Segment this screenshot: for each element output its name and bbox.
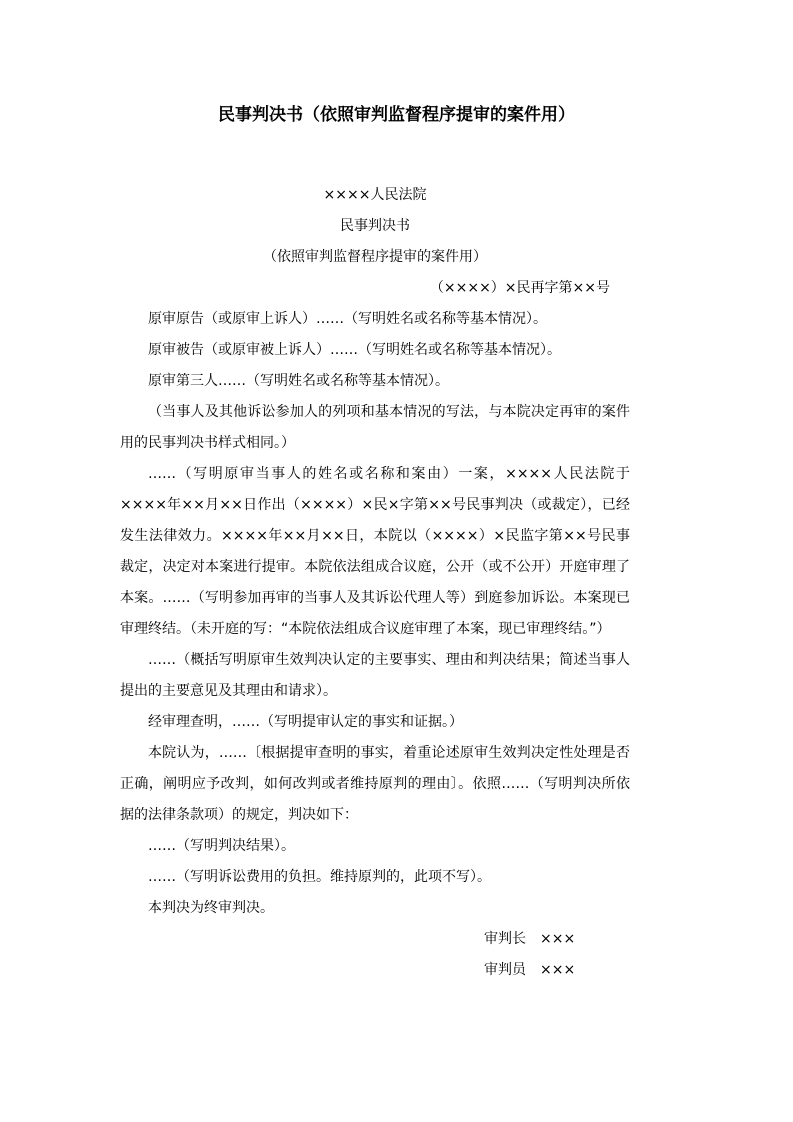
paragraph-third-party: 原审第三人……（写明姓名或名称等基本情况）。 <box>148 373 449 389</box>
document-body <box>120 180 630 986</box>
document-title: 民事判决书（依照审判监督程序提审的案件用） <box>218 105 575 125</box>
signature-name: ××× <box>540 962 576 978</box>
case-number: （××××）×民再字第××号 <box>429 280 610 296</box>
paragraph-party-note: （当事人及其他诉讼参加人的列项和基本情况的写法，与本院决定再审的案件用的民事判决书样式相同。） <box>120 404 630 451</box>
paragraph-judgment-result: ……（写明判决结果）。 <box>148 838 295 854</box>
document-subtitle: （依照审判监督程序提审的案件用） <box>263 249 487 265</box>
paragraph-final-judgment: 本判决为终审判决。 <box>148 900 274 916</box>
paragraph-court-opinion: 本院认为，……〔根据提审查明的事实，着重论述原审生效判决定性处理是否正确，阐明应予改判，如何改判或者维持原判的理由〕。依照……（写明判决所依据的法律条款项）的规定，判决如下： <box>120 745 630 823</box>
paragraph-original-plaintiff: 原审原告（或原审上诉人）……（写明姓名或名称等基本情况）。 <box>148 311 547 327</box>
signature-role: 审判员 <box>484 962 526 978</box>
signature-row <box>484 924 630 955</box>
paragraph-case-history: ……（写明原审当事人的姓名或名称和案由）一案，××××人民法院于××××年××月××日作出（××××）×民×字第××号民事判决（或裁定），已经发生法律效力。××××年××月××日，本院以（××××）×民监字第××号民事裁定，决定对本案进行提审。本院依法组成合议庭，公开（或不公开）开庭审理了本案。……（写明参加再审的当事人及其诉讼代理人等）到庭参加诉讼。本案现已审理终结。（未开庭的写：“本院依法组成合议庭审理了本案，现已审理终结。”） <box>120 466 630 637</box>
signature-name: ××× <box>540 931 576 947</box>
paragraph-litigation-costs: ……（写明诉讼费用的负担。维持原判的，此项不写）。 <box>148 869 491 885</box>
paragraph-original-judgment-summary: ……（概括写明原审生效判决认定的主要事实、理由和判决结果；简述当事人提出的主要意见及其理由和请求）。 <box>120 652 630 699</box>
document-type: 民事判决书 <box>340 218 410 234</box>
signature-role: 审判长 <box>484 931 526 947</box>
signature-block <box>484 924 630 986</box>
signature-row <box>484 955 630 986</box>
paragraph-findings: 经审理查明，……（写明提审认定的事实和证据。） <box>148 714 463 730</box>
paragraph-original-defendant: 原审被告（或原审被上诉人）……（写明姓名或名称等基本情况）。 <box>148 342 561 358</box>
court-name: ××××人民法院 <box>323 187 427 203</box>
